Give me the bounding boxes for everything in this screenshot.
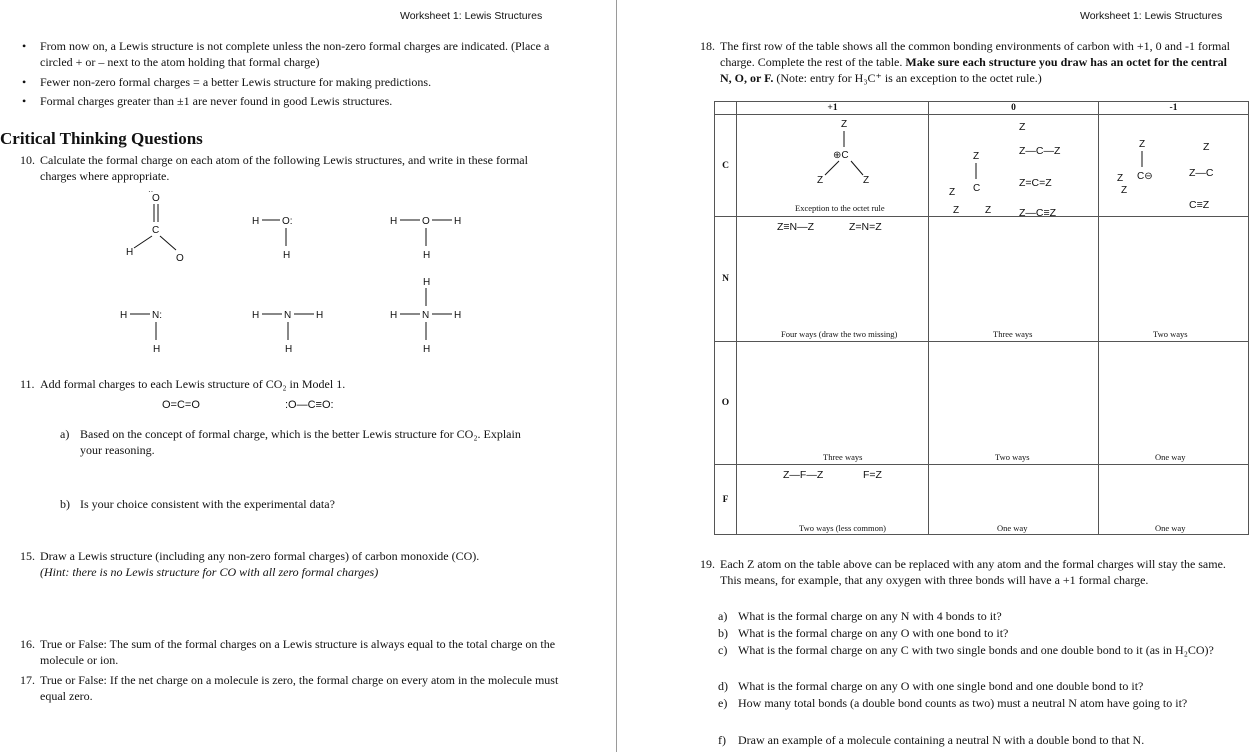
q19-part-a: [718, 608, 1230, 624]
svg-text:C⊖: C⊖: [1137, 171, 1153, 182]
cell-n-minus: [1099, 217, 1249, 342]
svg-text:Z: Z: [1139, 139, 1146, 150]
cell-o-minus: [1099, 342, 1249, 465]
question-text: Add formal charges to each Lewis structure of CO₂ in Model 1.: [40, 377, 346, 391]
table-corner: [715, 102, 737, 115]
right-page-header: Worksheet 1: Lewis Structures: [1080, 10, 1223, 22]
struct-n-plus-1: Z≡N—Z: [777, 221, 815, 233]
part-text: Draw an example of a molecule containing a neutral N with a double bond to that N.: [738, 733, 1145, 747]
question-number: 10.: [20, 153, 35, 167]
part-text: Is your choice consistent with the experimental data?: [80, 497, 335, 511]
caption: Two ways (less common): [799, 523, 886, 533]
q19-part-b: [718, 625, 1230, 641]
question-hint: (Hint: there is no Lewis structure for CO with all zero formal charges): [40, 565, 379, 580]
atom-n: N: [422, 310, 430, 321]
atom-h: H: [283, 250, 291, 261]
part-text: What is the formal charge on any N with 4 bonds to it?: [738, 609, 1002, 623]
cell-c-plus: [737, 115, 929, 217]
co2-structure-1: O=C=O: [162, 399, 200, 411]
q10-lewis-structures: [100, 188, 500, 358]
caption: Exception to the octet rule: [795, 203, 885, 213]
svg-text:C: C: [973, 183, 981, 194]
part-label: d): [718, 679, 728, 693]
bullet-item: • Fewer non-zero formal charges = a better Lewis structure for making predictions.: [24, 74, 584, 90]
atom-o: O: [152, 193, 160, 204]
svg-text:Z: Z: [1117, 173, 1124, 184]
part-text: Based on the concept of formal charge, which is the better Lewis structure for CO₂. Explain your reasoning.: [80, 427, 521, 458]
row-label-c: C: [715, 115, 737, 217]
cell-o-plus: [737, 342, 929, 465]
question-17: [20, 672, 560, 704]
question-text: Draw a Lewis structure (including any non-zero formal charges) of carbon monoxide (CO).: [40, 549, 480, 563]
carbocation-drawing: [797, 117, 877, 187]
cell-f-minus: [1099, 465, 1249, 535]
question-16: [20, 636, 560, 668]
atom-h: H: [316, 310, 324, 321]
part-label: a): [60, 427, 70, 441]
cell-c-zero: [929, 115, 1099, 217]
cell-o-zero: [929, 342, 1099, 465]
svg-text:Z: Z: [985, 205, 992, 216]
struct-n-plus-2: Z=N=Z: [849, 221, 882, 233]
svg-text:Z: Z: [841, 119, 848, 130]
tetrahedral-carbon-drawing: [943, 117, 993, 217]
co2-structure-2: :O—C≡O:: [285, 399, 334, 411]
question-10: [20, 152, 560, 184]
question-number: 15.: [20, 549, 35, 563]
atom-o: O: [176, 253, 184, 264]
cell-n-zero: [929, 217, 1099, 342]
question-bold-text: Make sure each structure you draw has an octet for the central N, O, or F.: [720, 55, 1228, 86]
cell-f-zero: [929, 465, 1099, 535]
svg-text:Z: Z: [817, 175, 824, 186]
question-number: 18.: [700, 39, 715, 53]
formal-charge-table: [714, 101, 1249, 535]
atom-h: H: [285, 344, 293, 355]
lone-pair: ··: [148, 188, 154, 196]
atom-n: N:: [152, 310, 162, 321]
section-title: Critical Thinking Questions: [0, 129, 203, 148]
question-text: True or False: The sum of the formal charges on a Lewis structure is always equal to the total charge on the molecule or ion.: [40, 637, 556, 668]
struct-c-zero-3: Z—C≡Z: [1019, 207, 1057, 219]
part-text: How many total bonds (a double bond counts as two) must a neutral N atom have going to it?: [738, 696, 1188, 710]
bullet-text: From now on, a Lewis structure is not complete unless the non-zero formal charges are indicated. (Place a circled + or – next to the atom holding that formal charge): [40, 39, 550, 70]
struct-c-minus-1: Z—C: [1189, 167, 1214, 179]
cell-c-minus: [1099, 115, 1249, 217]
struct-f-plus-1: Z—F—Z: [783, 469, 824, 481]
caption: Three ways: [823, 452, 863, 462]
bullet-text: Fewer non-zero formal charges = a better Lewis structure for making predictions.: [40, 75, 432, 89]
bullet-item: • Formal charges greater than ±1 are never found in good Lewis structures.: [24, 93, 584, 109]
atom-h: H: [120, 310, 128, 321]
atom-o: O:: [282, 216, 293, 227]
question-11b: [60, 496, 540, 512]
cell-f-plus: [737, 465, 929, 535]
struct-f-plus-2: F=Z: [863, 469, 882, 481]
part-text: What is the formal charge on any C with two single bonds and one double bond to it (as in H₂CO)?: [738, 643, 1214, 657]
caption: One way: [1155, 523, 1186, 533]
svg-text:Z: Z: [953, 205, 960, 216]
row-label-o: O: [715, 342, 737, 465]
atom-h: H: [454, 310, 462, 321]
col-header-zero: 0: [929, 102, 1099, 115]
bullet-text: Formal charges greater than ±1 are never found in good Lewis structures.: [40, 94, 393, 108]
cell-n-plus: [737, 217, 929, 342]
question-11a: [60, 426, 540, 458]
col-header-minus: -1: [1099, 102, 1249, 115]
part-label: c): [718, 643, 728, 657]
struct-c-minus-2: C≡Z: [1189, 199, 1210, 211]
caption: Four ways (draw the two missing): [781, 329, 898, 339]
svg-text:Z: Z: [1121, 185, 1128, 196]
q19-part-e: [718, 695, 1230, 711]
atom-h: H: [153, 344, 161, 355]
bullet-item: • From now on, a Lewis structure is not complete unless the non-zero formal charges are indicated. (Place a circled + or – next to the atom holding that formal charge): [24, 38, 584, 70]
question-number: 19.: [700, 557, 715, 571]
question-note: (Note: entry for H₃C⁺ is an exception to the octet rule.): [776, 71, 1042, 86]
question-text: The first row of the table shows all the common bonding environments of carbon with +1, 0 and -1 formal charge. Complete the rest of the table.: [720, 39, 1230, 70]
atom-h: H: [423, 277, 431, 288]
question-15: [20, 548, 580, 580]
q19-part-f: [718, 732, 1230, 748]
atom-h: H: [423, 344, 431, 355]
svg-text:Z: Z: [949, 187, 956, 198]
atom-h: H: [126, 247, 134, 258]
struct-c-zero-1: Z—C—Z: [1019, 145, 1061, 157]
atom-h: H: [390, 310, 398, 321]
atom-c: C: [152, 225, 160, 236]
atom-h: H: [390, 216, 398, 227]
question-11: [20, 376, 560, 392]
col-header-plus: +1: [737, 102, 929, 115]
part-label: a): [718, 609, 728, 623]
atom-h: H: [454, 216, 462, 227]
atom-n: N: [284, 310, 292, 321]
svg-text:Z: Z: [863, 175, 870, 186]
question-18: [700, 38, 1230, 87]
caption: Two ways: [1153, 329, 1188, 339]
svg-text:Z: Z: [973, 151, 980, 162]
atom-h: H: [252, 310, 260, 321]
caption: One way: [1155, 452, 1186, 462]
question-number: 16.: [20, 637, 35, 651]
row-label-n: N: [715, 217, 737, 342]
row-label-f: F: [715, 465, 737, 535]
part-text: What is the formal charge on any O with one bond to it?: [738, 626, 1009, 640]
part-label: f): [718, 733, 726, 747]
left-page-header: Worksheet 1: Lewis Structures: [400, 10, 543, 22]
part-label: e): [718, 696, 728, 710]
caption: Three ways: [993, 329, 1033, 339]
page-divider: [616, 0, 617, 752]
question-number: 11.: [20, 377, 35, 391]
part-label: b): [718, 626, 728, 640]
question-number: 17.: [20, 673, 35, 687]
q19-part-c: [718, 642, 1230, 658]
part-text: What is the formal charge on any O with one single bond and one double bond to it?: [738, 679, 1144, 693]
svg-text:⊕C: ⊕C: [833, 150, 849, 161]
atom-o: O: [422, 216, 430, 227]
struct-z: Z: [1203, 141, 1210, 153]
atom-h: H: [252, 216, 260, 227]
part-label: b): [60, 497, 70, 511]
struct-c-zero-2: Z=C=Z: [1019, 177, 1052, 189]
question-19: [700, 556, 1230, 588]
atom-h: H: [423, 250, 431, 261]
question-text: Calculate the formal charge on each atom of the following Lewis structures, and write in these formal charges where appropriate.: [40, 153, 528, 184]
q19-part-d: [718, 678, 1230, 694]
caption: Two ways: [995, 452, 1030, 462]
caption: One way: [997, 523, 1028, 533]
carbanion-drawing: [1113, 137, 1163, 207]
question-text: True or False: If the net charge on a molecule is zero, the formal charge on every atom in the molecule must equal zero.: [40, 673, 559, 704]
question-text: Each Z atom on the table above can be replaced with any atom and the formal charges will stay the same. This means, for example, that any oxygen with three bonds will have a +1 formal charge.: [720, 557, 1226, 588]
struct-z: Z: [1019, 121, 1026, 133]
